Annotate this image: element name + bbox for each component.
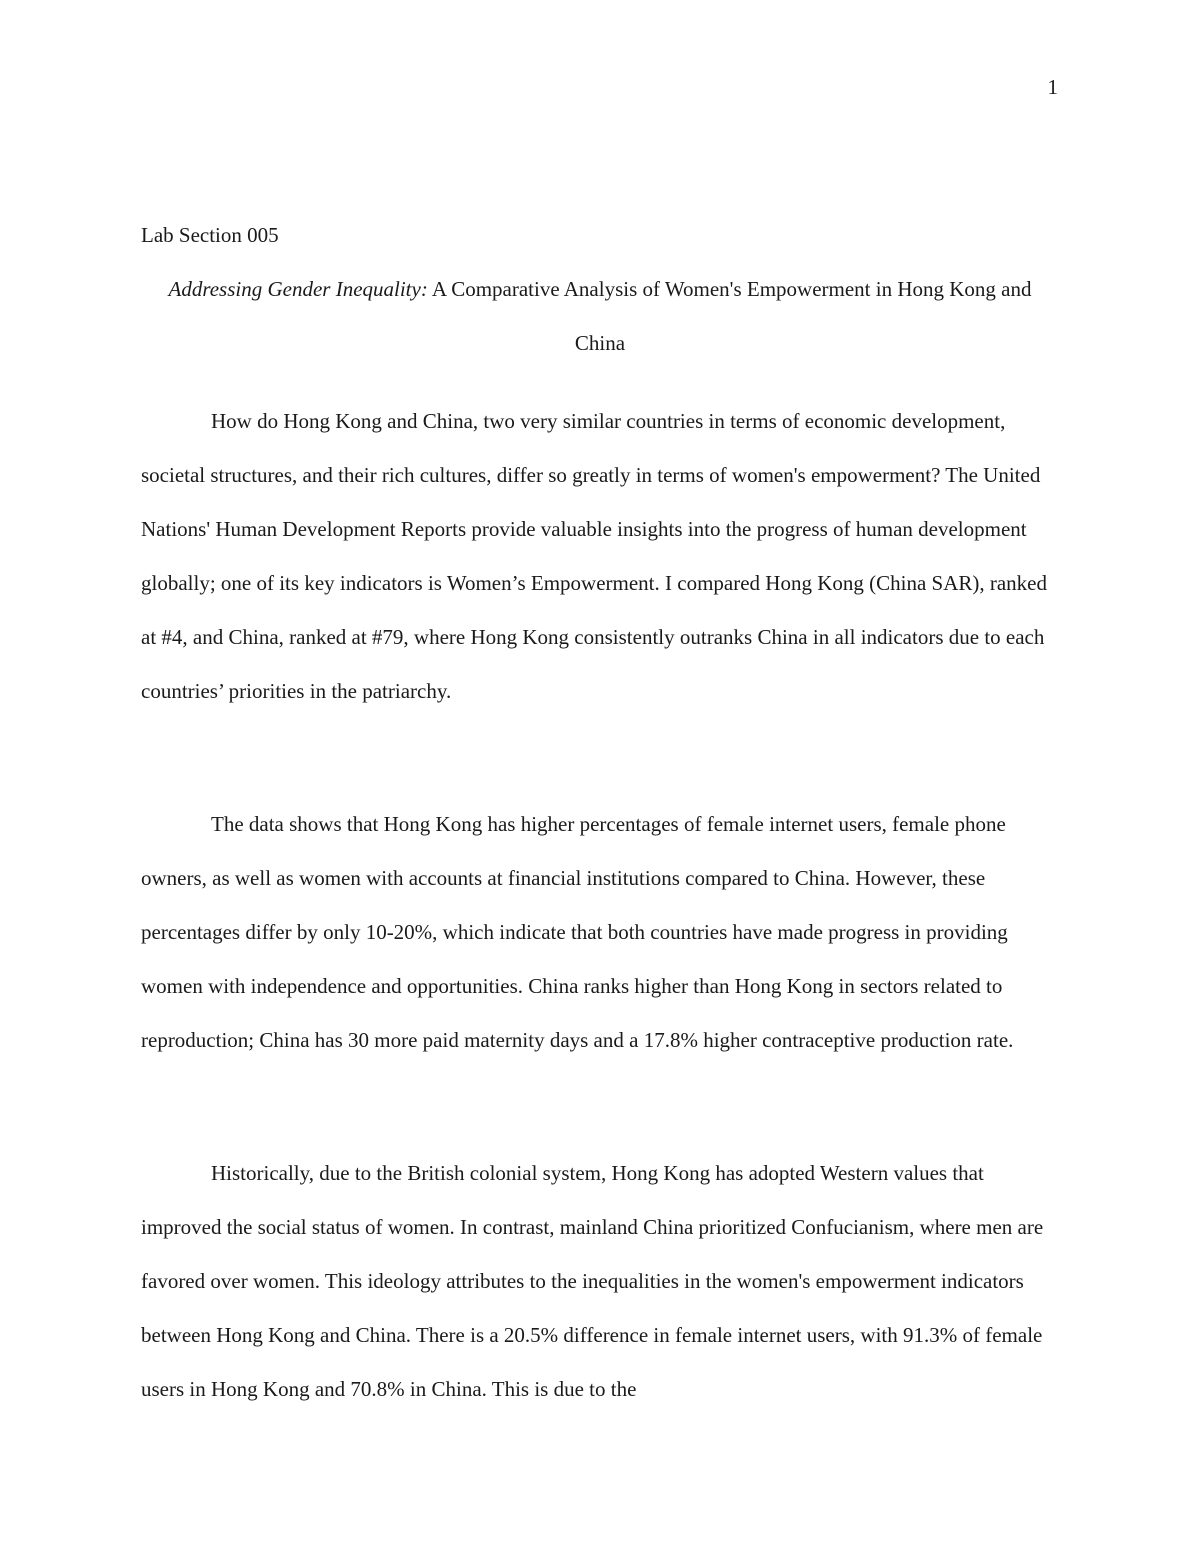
paper-title: [141, 262, 1059, 370]
page-number: 1: [1047, 75, 1058, 99]
paragraph: Historically, due to the British colonial system, Hong Kong has adopted Western values that improved the social status of women. In contrast, mainland China prioritized Confucianism, where men are favored over women. This ideology attributes to the inequalities in the women's empowerment indicators between Hong Kong and China. There is a 20.5% difference in female internet users, with 91.3% of female users in Hong Kong and 70.8% in China. This is due to the: [141, 1161, 1044, 1401]
lab-section-line: Lab Section 005: [141, 223, 279, 247]
paragraph: How do Hong Kong and China, two very similar countries in terms of economic development, societal structures, and their rich cultures, differ so greatly in terms of women's empowerment? The United Nations' Human Development Reports provide valuable insights into the progress of human development globally; one of its key indicators is Women’s Empowerment. I compared Hong Kong (China SAR), ranked at #4, and China, ranked at #79, where Hong Kong consistently outranks China in all indicators due to each countries’ priorities in the patriarchy.: [141, 409, 1048, 703]
paragraph: The data shows that Hong Kong has higher percentages of female internet users, female phone owners, as well as women with accounts at financial institutions compared to China. However, these percentages differ by only 10-20%, which indicate that both countries have made progress in providing women with independence and opportunities. China ranks higher than Hong Kong in sectors related to reproduction; China has 30 more paid maternity days and a 17.8% higher contraceptive production rate.: [141, 812, 1014, 1052]
paper-title-italic: Addressing Gender Inequality:: [168, 277, 428, 301]
paper-title-rest: A Comparative Analysis of Women's Empowerment in Hong Kong and China: [427, 277, 1032, 355]
